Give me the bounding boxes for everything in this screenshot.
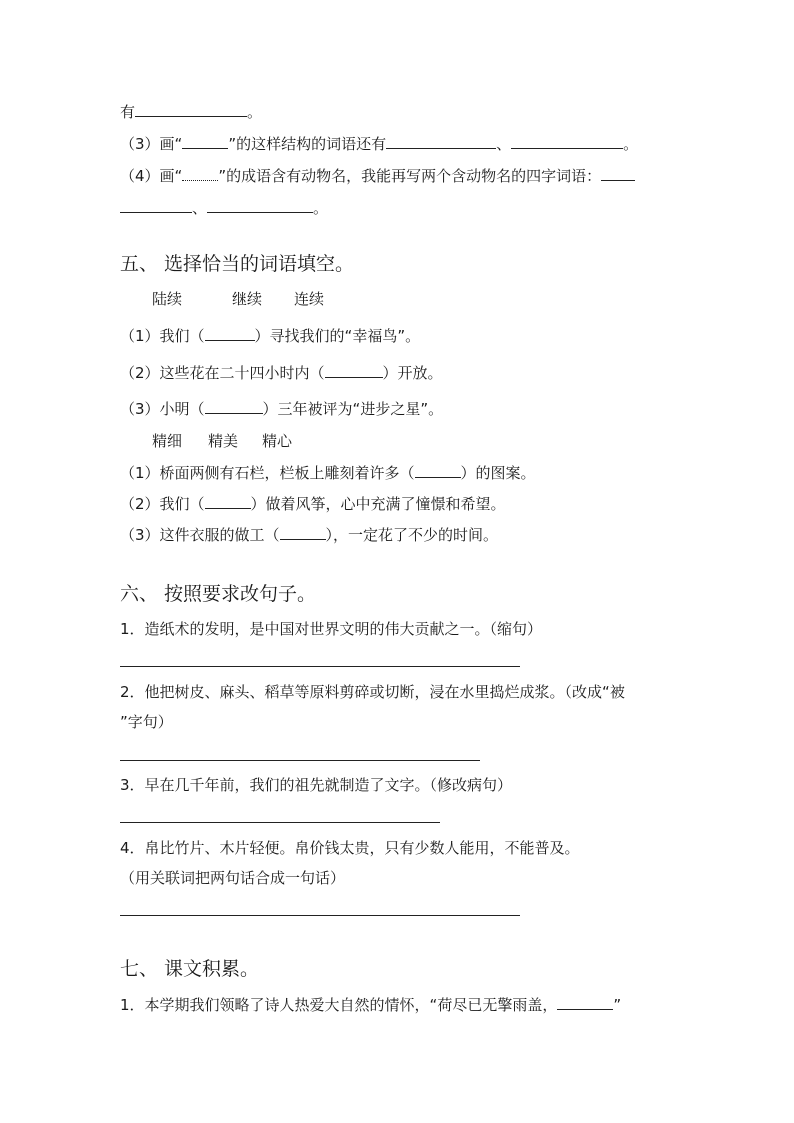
text: （4）画“ bbox=[120, 167, 183, 185]
text: （2）这些花在二十四小时内（ bbox=[120, 364, 325, 382]
word-option: 精美 bbox=[208, 432, 239, 450]
s6-question-2a: 2．他把树皮、麻头、稻草等原料剪碎或切断，浸在水里捣烂成浆。（改成“被 bbox=[120, 683, 625, 701]
answer-blank[interactable] bbox=[280, 525, 326, 540]
word-options-1 bbox=[152, 289, 352, 309]
text: ）三年被评为“进步之星”。 bbox=[262, 400, 444, 418]
s7-question-1 bbox=[120, 995, 621, 1015]
text: ）开放。 bbox=[382, 364, 443, 382]
text: 。 bbox=[247, 103, 263, 121]
text: （3）小明（ bbox=[120, 400, 205, 418]
text: 。 bbox=[313, 199, 329, 217]
text: 、 bbox=[192, 199, 208, 217]
s5-question-3 bbox=[120, 399, 443, 419]
answer-blank[interactable] bbox=[120, 198, 192, 213]
text: ）做着风筝，心中充满了憧憬和希望。 bbox=[250, 495, 506, 513]
text: ）寻找我们的“幸福鸟”。 bbox=[254, 327, 421, 345]
text: ），一定花了不少的时间。 bbox=[325, 526, 499, 544]
text: （3）这件衣服的做工（ bbox=[120, 526, 280, 544]
section-5-title: 五、 选择恰当的词语填空。 bbox=[120, 253, 355, 275]
s6-question-3: 3．早在几千年前，我们的祖先就制造了文字。（修改病句） bbox=[120, 776, 513, 794]
text: （1）我们（ bbox=[120, 327, 205, 345]
s4-line-4 bbox=[120, 198, 328, 218]
text: 有 bbox=[120, 103, 136, 121]
answer-blank[interactable] bbox=[557, 995, 613, 1010]
s5-question-6 bbox=[120, 525, 498, 545]
answer-blank[interactable] bbox=[205, 326, 255, 341]
answer-blank[interactable] bbox=[325, 363, 383, 378]
answer-line[interactable] bbox=[120, 822, 440, 823]
answer-blank[interactable] bbox=[207, 198, 313, 213]
s5-question-2 bbox=[120, 363, 443, 383]
answer-blank[interactable] bbox=[601, 166, 635, 181]
word-options-2 bbox=[152, 431, 320, 451]
s4-line-3 bbox=[120, 166, 635, 186]
s5-question-4 bbox=[120, 463, 536, 483]
answer-blank[interactable] bbox=[386, 134, 496, 149]
text: ” bbox=[613, 996, 622, 1014]
text: ”的成语含有动物名，我能再写两个含动物名的四字词语： bbox=[218, 167, 602, 185]
answer-line[interactable] bbox=[120, 666, 520, 667]
text: ）的图案。 bbox=[460, 464, 536, 482]
marker-blank bbox=[182, 166, 218, 181]
s4-line-1 bbox=[120, 102, 262, 122]
s5-question-5 bbox=[120, 494, 506, 514]
section-7-title: 七、 课文积累。 bbox=[120, 958, 260, 980]
answer-blank[interactable] bbox=[511, 134, 623, 149]
word-option: 连续 bbox=[294, 290, 325, 308]
answer-line[interactable] bbox=[120, 760, 480, 761]
s4-line-2 bbox=[120, 134, 638, 154]
text: ”的这样结构的词语还有 bbox=[228, 135, 387, 153]
text: （2）我们（ bbox=[120, 495, 205, 513]
answer-blank[interactable] bbox=[205, 494, 251, 509]
s6-question-4b: （用关联词把两句话合成一句话） bbox=[120, 869, 346, 887]
s6-question-1: 1．造纸术的发明，是中国对世界文明的伟大贡献之一。（缩句） bbox=[120, 620, 543, 638]
text: （3）画“ bbox=[120, 135, 183, 153]
marker-blank bbox=[182, 134, 228, 149]
text: 、 bbox=[496, 135, 512, 153]
answer-blank[interactable] bbox=[205, 399, 263, 414]
word-option: 继续 bbox=[232, 290, 263, 308]
answer-blank[interactable] bbox=[415, 463, 461, 478]
text: 1．本学期我们领略了诗人热爱大自然的情怀，“荷尽已无擎雨盖， bbox=[120, 996, 558, 1014]
word-option: 精心 bbox=[262, 432, 293, 450]
s5-question-1 bbox=[120, 326, 420, 346]
word-option: 陆续 bbox=[152, 290, 183, 308]
answer-line[interactable] bbox=[120, 915, 520, 916]
answer-blank[interactable] bbox=[135, 102, 247, 117]
text: （1）桥面两侧有石栏，栏板上雕刻着许多（ bbox=[120, 464, 415, 482]
text: 。 bbox=[623, 135, 639, 153]
section-6-title: 六、 按照要求改句子。 bbox=[120, 583, 317, 605]
s6-question-4a: 4．帛比竹片、木片轻便。帛价钱太贵，只有少数人能用，不能普及。 bbox=[120, 839, 580, 857]
s6-question-2b: ”字句） bbox=[120, 713, 173, 731]
word-option: 精细 bbox=[152, 432, 183, 450]
